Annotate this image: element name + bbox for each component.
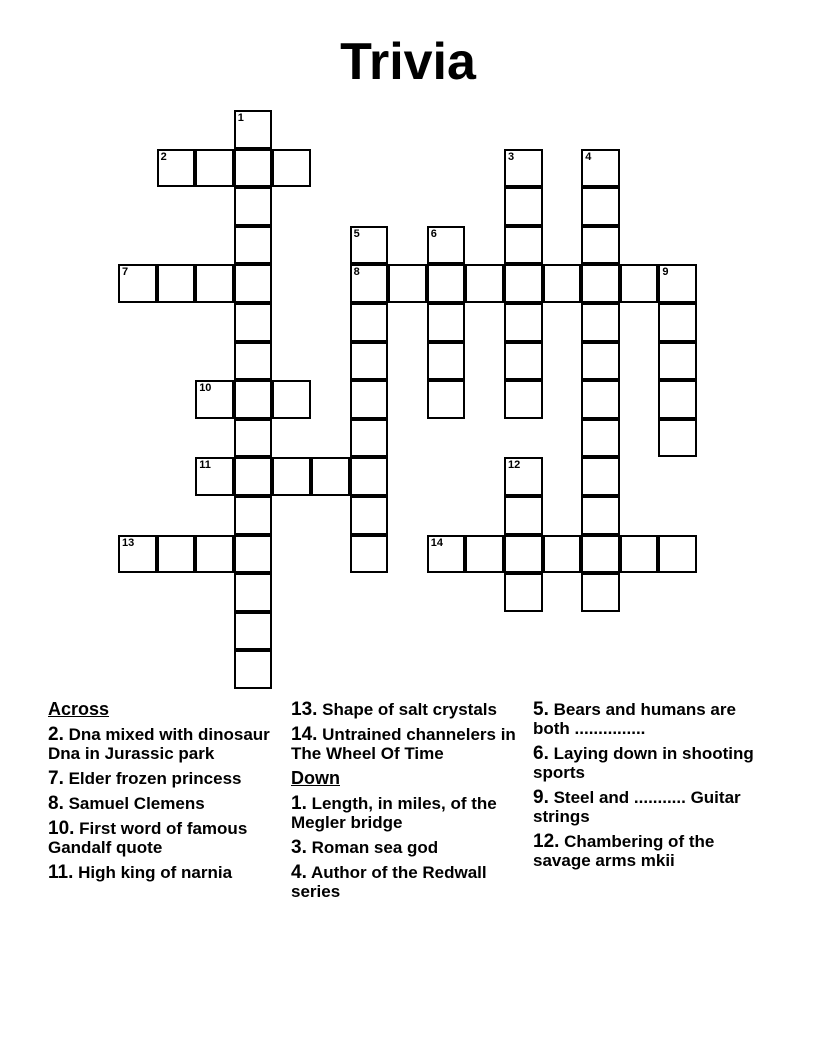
grid-cell[interactable] <box>504 496 543 535</box>
clue-text: Roman sea god <box>311 838 439 857</box>
grid-cell[interactable] <box>350 419 389 458</box>
clue-column-1 <box>48 700 288 888</box>
cell-number: 5 <box>353 227 360 240</box>
grid-cell[interactable] <box>234 457 273 496</box>
cell-number: 7 <box>122 266 129 279</box>
clue-down-12 <box>533 832 773 870</box>
clue-number: 2. <box>48 724 64 745</box>
grid-cell[interactable] <box>504 457 543 496</box>
clue-text: Author of the Redwall series <box>291 863 487 901</box>
clue-number: 10. <box>48 818 75 839</box>
cell-number: 12 <box>508 459 521 472</box>
grid-cell[interactable] <box>234 650 273 689</box>
grid-cell[interactable] <box>234 187 273 226</box>
grid-cell[interactable] <box>658 419 697 458</box>
grid-cell[interactable] <box>234 496 273 535</box>
grid-cell[interactable] <box>234 535 273 574</box>
grid-cell[interactable] <box>234 419 273 458</box>
grid-cell[interactable] <box>272 149 311 188</box>
grid-cell[interactable] <box>350 457 389 496</box>
across-heading: Across <box>48 699 110 719</box>
clue-text: Bears and humans are both ............... <box>533 700 736 738</box>
clue-number: 4. <box>291 862 307 883</box>
clue-number: 11. <box>48 862 74 883</box>
clue-across-8 <box>48 794 288 813</box>
clue-text: Dna mixed with dinosaur Dna in Jurassic park <box>48 725 270 763</box>
grid-cell[interactable] <box>272 380 311 419</box>
grid-cell[interactable] <box>658 380 697 419</box>
clue-down-3 <box>291 838 531 857</box>
grid-cell[interactable] <box>234 264 273 303</box>
grid-cell[interactable] <box>350 535 389 574</box>
clue-number: 3. <box>291 837 307 858</box>
clue-text: Samuel Clemens <box>68 794 205 813</box>
grid-cell[interactable] <box>157 149 196 188</box>
cell-number: 11 <box>199 459 211 472</box>
grid-cell[interactable] <box>620 264 659 303</box>
clue-column-2 <box>291 700 531 907</box>
grid-cell[interactable] <box>504 573 543 612</box>
grid-cell[interactable] <box>581 457 620 496</box>
grid-cell[interactable] <box>234 573 273 612</box>
grid-cell[interactable] <box>581 419 620 458</box>
grid-cell[interactable] <box>581 496 620 535</box>
cell-number: 10 <box>199 382 212 395</box>
grid-cell[interactable] <box>350 264 389 303</box>
grid-cell[interactable] <box>195 264 234 303</box>
grid-cell[interactable] <box>504 535 543 574</box>
grid-cell[interactable] <box>581 303 620 342</box>
clue-number: 7. <box>48 768 64 789</box>
grid-cell[interactable] <box>427 535 466 574</box>
grid-cell[interactable] <box>195 149 234 188</box>
cell-number: 8 <box>353 266 360 279</box>
grid-cell[interactable] <box>543 535 582 574</box>
clue-number: 12. <box>533 831 560 852</box>
grid-cell[interactable] <box>581 187 620 226</box>
grid-cell[interactable] <box>195 457 234 496</box>
clue-across-7 <box>48 769 288 788</box>
grid-cell[interactable] <box>504 149 543 188</box>
grid-cell[interactable] <box>504 303 543 342</box>
grid-cell[interactable] <box>157 264 196 303</box>
grid-cell[interactable] <box>234 380 273 419</box>
grid-cell[interactable] <box>581 573 620 612</box>
grid-cell[interactable] <box>581 264 620 303</box>
clue-across-10 <box>48 819 288 857</box>
clue-number: 1. <box>291 793 307 814</box>
clue-number: 13. <box>291 699 318 720</box>
grid-cell[interactable] <box>350 342 389 381</box>
grid-cell[interactable] <box>350 380 389 419</box>
clue-down-9 <box>533 788 773 826</box>
grid-cell[interactable] <box>543 264 582 303</box>
grid-cell[interactable] <box>504 226 543 265</box>
clue-text: First word of famous Gandalf quote <box>48 819 248 857</box>
clue-text: Elder frozen princess <box>68 769 242 788</box>
grid-cell[interactable] <box>350 496 389 535</box>
cell-number: 9 <box>662 266 669 279</box>
clue-text: Chambering of the savage arms mkii <box>533 832 715 870</box>
grid-cell[interactable] <box>427 303 466 342</box>
grid-cell[interactable] <box>195 380 234 419</box>
grid-cell[interactable] <box>581 380 620 419</box>
clue-across-2 <box>48 725 288 763</box>
grid-cell[interactable] <box>658 303 697 342</box>
grid-cell[interactable] <box>195 535 234 574</box>
cell-number: 1 <box>237 112 244 124</box>
clue-text: Length, in miles, of the Megler bridge <box>291 794 497 832</box>
grid-cell[interactable] <box>504 380 543 419</box>
grid-cell[interactable] <box>581 226 620 265</box>
grid-cell[interactable] <box>118 535 157 574</box>
grid-cell[interactable] <box>234 612 273 651</box>
cell-number: 2 <box>160 150 167 163</box>
grid-cell[interactable] <box>350 303 389 342</box>
clue-across-11 <box>48 863 288 882</box>
grid-cell[interactable] <box>311 457 350 496</box>
clue-text: High king of narnia <box>78 863 233 882</box>
grid-cell[interactable] <box>234 303 273 342</box>
grid-cell[interactable] <box>234 149 273 188</box>
grid-cell[interactable] <box>157 535 196 574</box>
clue-number: 6. <box>533 743 549 764</box>
clue-number: 14. <box>291 724 318 745</box>
clue-number: 5. <box>533 699 549 720</box>
grid-cell[interactable] <box>234 226 273 265</box>
cell-number: 3 <box>508 150 515 163</box>
grid-cell[interactable] <box>234 342 273 381</box>
grid-cell[interactable] <box>427 380 466 419</box>
clue-number: 8. <box>48 793 64 814</box>
clue-down-4 <box>291 863 531 901</box>
grid-cell[interactable] <box>427 264 466 303</box>
clue-across-13 <box>291 700 531 719</box>
grid-cell[interactable] <box>620 535 659 574</box>
grid-cell[interactable] <box>581 535 620 574</box>
clue-number: 9. <box>533 787 549 808</box>
clue-text: Laying down in shooting sports <box>533 744 754 782</box>
clue-across-14 <box>291 725 531 763</box>
grid-cell[interactable] <box>350 226 389 265</box>
clue-text: Shape of salt crystals <box>322 700 497 719</box>
clue-text: Steel and ........... Guitar strings <box>533 788 741 826</box>
cell-number: 4 <box>585 150 592 163</box>
grid-cell[interactable] <box>465 264 504 303</box>
grid-cell[interactable] <box>658 535 697 574</box>
grid-cell[interactable] <box>427 226 466 265</box>
grid-cell[interactable] <box>427 342 466 381</box>
grid-cell[interactable] <box>504 187 543 226</box>
clue-column-3 <box>533 700 773 876</box>
down-heading: Down <box>291 768 340 788</box>
grid-cell[interactable] <box>118 264 157 303</box>
cell-number: 14 <box>430 536 444 549</box>
puzzle-title: Trivia <box>340 33 476 91</box>
clue-down-1 <box>291 794 531 832</box>
clue-text: Untrained channelers in The Wheel Of Time <box>291 725 516 763</box>
clue-down-5 <box>533 700 773 738</box>
grid-cell[interactable] <box>658 264 697 303</box>
grid-cell[interactable] <box>234 110 273 149</box>
grid-cell[interactable] <box>504 342 543 381</box>
grid-cell[interactable] <box>388 264 427 303</box>
grid-cell[interactable] <box>581 149 620 188</box>
clue-down-6 <box>533 744 773 782</box>
grid-cell[interactable] <box>465 535 504 574</box>
grid-cell[interactable] <box>581 342 620 381</box>
grid-cell[interactable] <box>272 457 311 496</box>
cell-number: 13 <box>122 536 135 549</box>
grid-cell[interactable] <box>504 264 543 303</box>
cell-number: 6 <box>430 227 437 240</box>
grid-cell[interactable] <box>658 342 697 381</box>
